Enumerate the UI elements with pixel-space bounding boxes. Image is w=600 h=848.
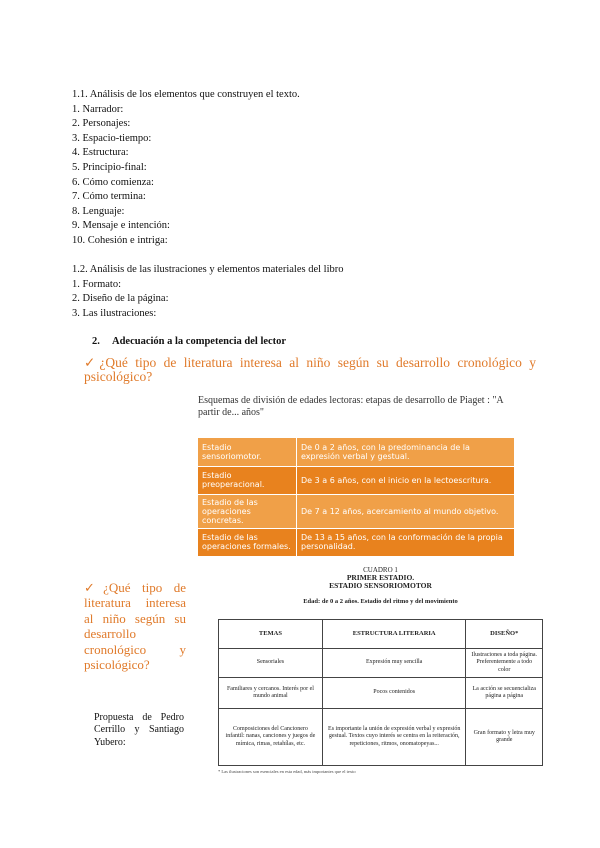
stage-name: Estadio de las operaciones concretas. [198,494,297,528]
table-title: ESTADIO SENSORIOMOTOR [329,581,432,590]
question-2 [84,580,186,672]
table-title: PRIMER ESTADIO. [346,573,415,582]
piaget-stages-table [198,438,514,557]
table-row [198,466,514,494]
analysis-illustrations-section [72,263,343,321]
section-number: 2. [92,336,100,347]
table-cell: Expresión muy sencilla [322,649,466,678]
stage-description: De 7 a 12 años, acercamiento al mundo objetivo. [297,494,515,528]
list-item: 5. Principio-final: [72,161,147,173]
table-row [198,494,514,528]
table-cell: La acción se secuencializa página a página [466,678,543,709]
analysis-elements-section [72,88,300,249]
list-item: 2. Diseño de la página: [72,293,169,305]
table-row [219,649,543,678]
table-cell: Pocos contenidos [322,678,466,709]
question-text: ¿Qué tipo de literatura interesa al niño según su desarrollo cronológico y psicológico? [84,355,536,384]
table-cell: Es importante la unión de expresión verbal y expresión gestual. Textos cuyo interés se centra en la reiteración, repeticiones, ritmos, onomatopeyas... [322,709,466,766]
table-footnote: * Las ilustraciones son esenciales en esta edad, más importantes que el texto [218,769,356,774]
table-row [219,678,543,709]
stage-description: De 3 a 6 años, con el inicio en la lectoescritura. [297,466,515,494]
heading-1-1: 1.1. Análisis de los elementos que construyen el texto. [72,89,300,100]
table-cell: Gran formato y letra muy grande [466,709,543,766]
stage-name: Estadio preoperacional. [198,466,297,494]
table-row [219,709,543,766]
list-item: 4. Estructura: [72,147,129,159]
list-item: 1. Formato: [72,278,121,290]
table-cell: Composiciones del Cancionero infantil: nanas, canciones y juegos de mímica, rimas, retahílas, etc. [219,709,323,766]
proposal-note: Propuesta de Pedro Cerrillo y Santiago Yubero: [94,712,184,748]
list-item: 9. Mensaje e intención: [72,220,170,232]
question-text: ¿Qué tipo de literatura interesa al niño según su desarrollo cronológico y psicológico? [84,580,186,673]
list-item: 3. Espacio-tiempo: [72,132,152,144]
sensorimotor-figure [218,566,543,774]
stage-description: De 0 a 2 años, con la predominancia de la expresión verbal y gestual. [297,438,515,466]
list-item: 7. Cómo termina: [72,191,146,203]
question-1 [84,356,536,384]
stage-name: Estadio sensoriomotor. [198,438,297,466]
table-row [198,438,514,466]
list-item: 2. Personajes: [72,118,131,130]
stage-description: De 13 a 15 años, con la conformación de la propia personalidad. [297,528,515,556]
list-item: 1. Narrador: [72,103,124,115]
list-item: 10. Cohesión e intriga: [72,234,168,246]
piaget-figure-caption: Esquemas de división de edades lectoras: etapas de desarrollo de Piaget : "A partir de... años" [198,395,504,418]
section-title: Adecuación a la competencia del lector [112,336,287,347]
table-row [198,528,514,556]
column-header: TEMAS [219,620,323,649]
list-item: 6. Cómo comienza: [72,176,154,188]
table-subtitle: Edad: de 0 a 2 años. Estadio del ritmo y del movimiento [303,598,458,605]
table-cell: Ilustraciones a toda página. Preferentemente a todo color [466,649,543,678]
column-header: DISEÑO* [466,620,543,649]
list-item: 3. Las ilustraciones: [72,307,157,319]
checkmark-icon: ✓ [84,580,104,595]
table-header-row [219,620,543,649]
table-cell: Sensoriales [219,649,323,678]
sensorimotor-table [218,619,543,766]
checkmark-icon: ✓ [84,355,100,370]
table-cell: Familiares y cercanos. Interés por el mundo animal [219,678,323,709]
list-item: 8. Lenguaje: [72,205,125,217]
heading-1-2: 1.2. Análisis de las ilustraciones y elementos materiales del libro [72,264,344,275]
table-label: CUADRO 1 [363,566,398,574]
column-header: ESTRUCTURA LITERARIA [322,620,466,649]
stage-name: Estadio de las operaciones formales. [198,528,297,556]
section-2-heading [92,336,286,347]
